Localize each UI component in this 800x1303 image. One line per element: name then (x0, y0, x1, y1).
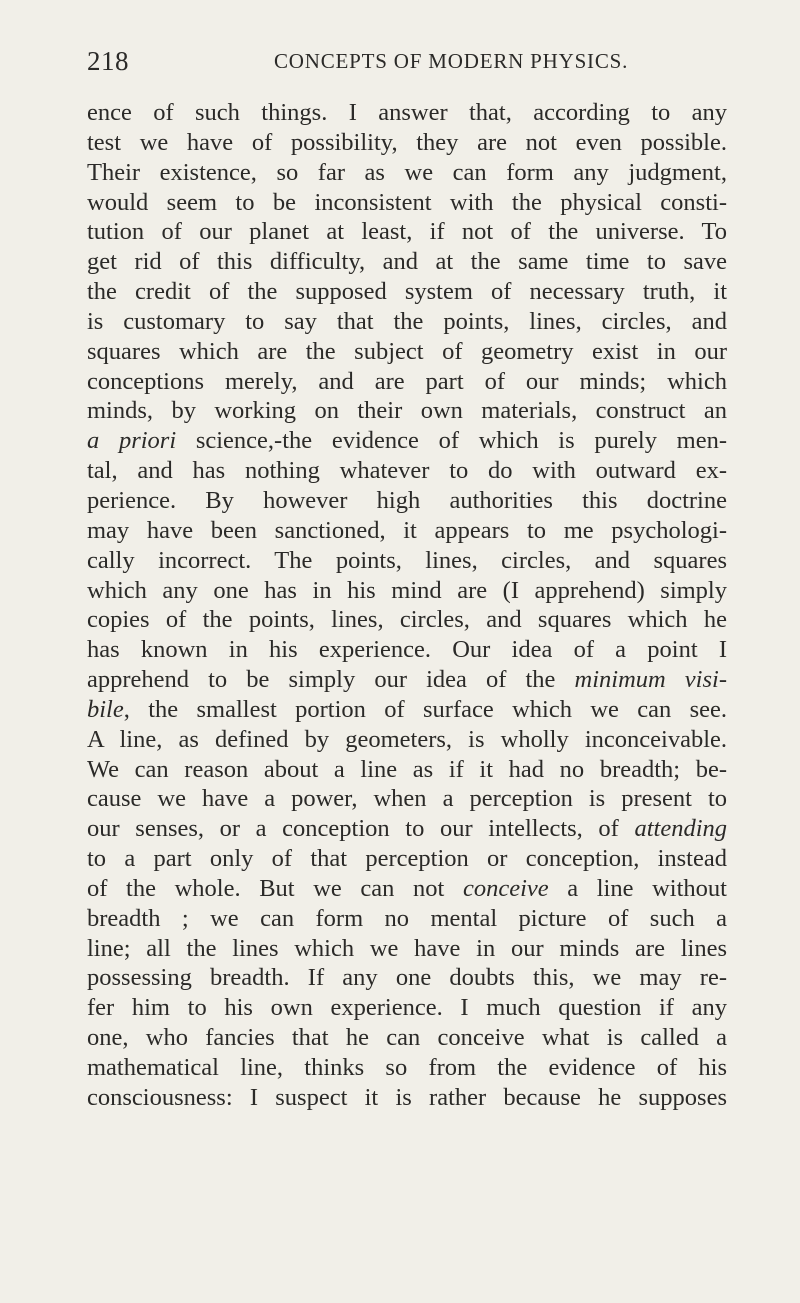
text-line: squares which are the subject of geometry exist in our (87, 337, 727, 365)
text-line: of the whole. But we can not conceive a line without (87, 874, 727, 902)
text-line: conceptions merely, and are part of our minds; which (87, 367, 727, 395)
text-line: A line, as defined by geometers, is wholly inconceivable. (87, 725, 727, 753)
text-line: mathematical line, thinks so from the evidence of his (87, 1054, 727, 1081)
text-line: minds, by working on their own materials, construct an (87, 397, 727, 425)
text-line: which any one has in his mind are (I apprehend) simply (87, 576, 727, 604)
text-line: a priori science,-the evidence of which is purely men- (87, 427, 727, 455)
text-line: has known in his experience. Our idea of a point I (87, 636, 727, 664)
text-line: perience. By however high authorities this doctrine (87, 486, 727, 514)
italic-phrase: bile (87, 695, 124, 723)
text-line: would seem to be inconsistent with the physical consti- (87, 188, 727, 216)
text-line: get rid of this difficulty, and at the same time to save (87, 248, 727, 276)
text-line: test we have of possibility, they are not even possible. (87, 128, 727, 156)
text-line: our senses, or a conception to our intellects, of attending (87, 815, 727, 843)
page-number: 218 (87, 46, 129, 76)
italic-phrase: conceive (462, 874, 549, 902)
text-line: fer him to his own experience. I much question if any (87, 994, 727, 1022)
italic-phrase: attending (634, 815, 727, 843)
body-text (87, 98, 727, 1113)
text-line: We can reason about a line as if it had no breadth; be- (87, 755, 727, 783)
text-line: consciousness: I suspect it is rather because he supposes (87, 1083, 727, 1111)
text-line: is customary to say that the points, lines, circles, and (87, 307, 727, 335)
italic-phrase: a priori (87, 427, 177, 455)
text-line: cally incorrect. The points, lines, circles, and squares (87, 546, 727, 574)
text-line: may have been sanctioned, it appears to me psychologi- (87, 516, 727, 544)
header-title: CONCEPTS OF MODERN PHYSICS. (274, 49, 629, 73)
text-line: tal, and has nothing whatever to do with outward ex- (87, 457, 727, 485)
text-line: Their existence, so far as we can form any judgment, (87, 158, 727, 186)
running-head (87, 46, 727, 76)
italic-phrase: minimum visi- (574, 666, 727, 694)
text-line: copies of the points, lines, circles, and squares which he (87, 606, 727, 634)
text-line: bile, the smallest portion of surface which we can see. (87, 695, 727, 723)
text-line: to a part only of that perception or conception, instead (87, 845, 727, 873)
text-line: cause we have a power, when a perception is present to (87, 785, 727, 813)
text-line: line; all the lines which we have in our minds are lines (87, 934, 727, 962)
text-line: possessing breadth. If any one doubts this, we may re- (87, 964, 727, 992)
text-line: apprehend to be simply our idea of the minimum visi- (87, 666, 727, 694)
text-line: one, who fancies that he can conceive what is called a (87, 1024, 727, 1052)
text-line: the credit of the supposed system of necessary truth, it (87, 278, 727, 306)
text-line: tution of our planet at least, if not of the universe. To (87, 218, 727, 246)
text-line: breadth ; we can form no mental picture of such a (87, 904, 727, 932)
text-line: ence of such things. I answer that, according to any (87, 99, 727, 126)
